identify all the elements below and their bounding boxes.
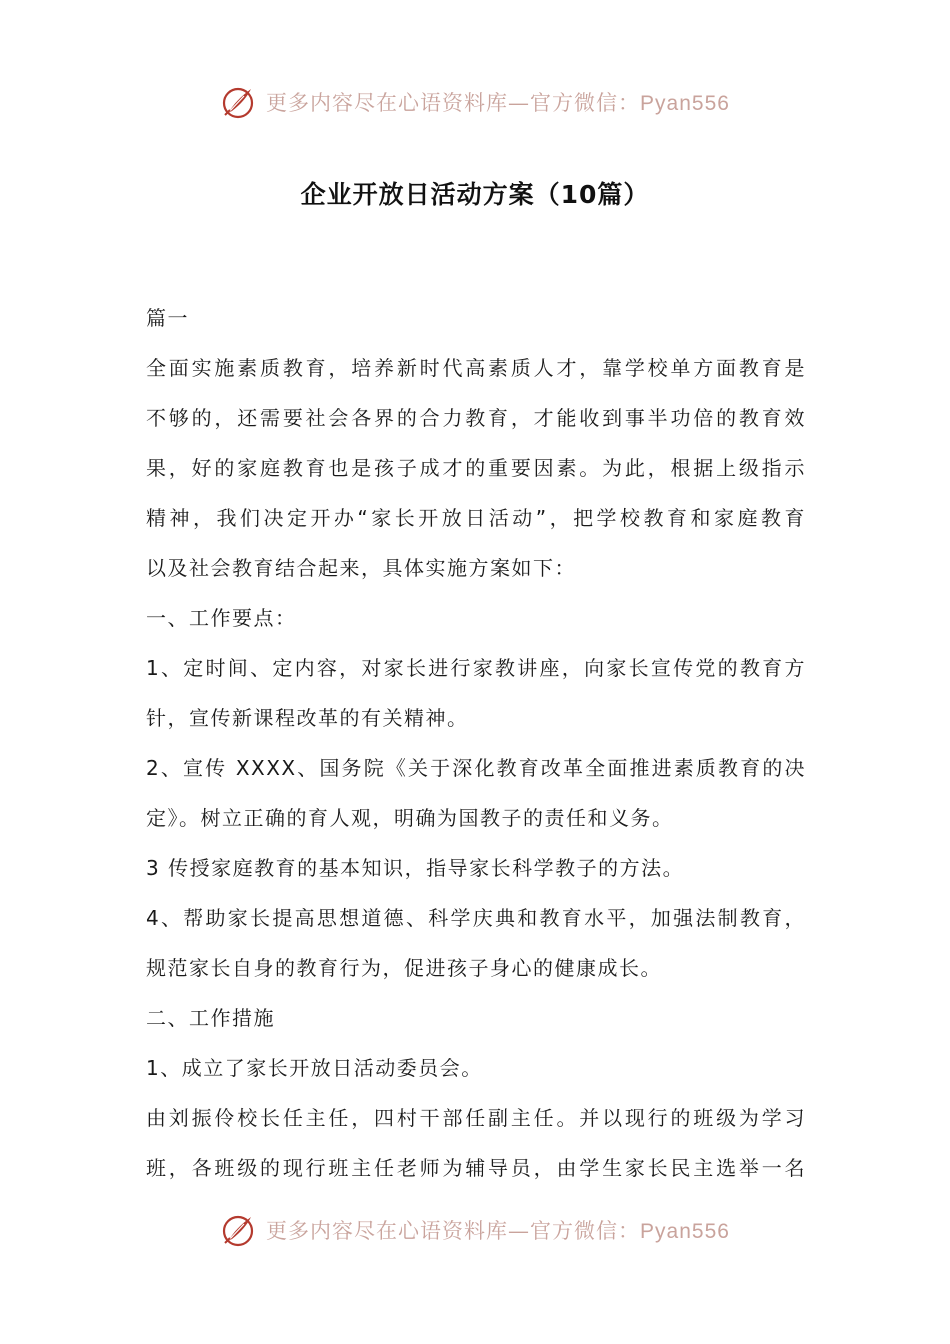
paragraph-line: 3 传授家庭教育的基本知识，指导家长科学教子的方法。 <box>146 856 685 880</box>
paragraph-line: 全面实施素质教育，培养新时代高素质人才，靠学校单方面教育是 <box>146 356 806 380</box>
paragraph-line: 精神，我们决定开办“家长开放日活动”，把学校教育和家庭教育 <box>146 506 806 530</box>
paragraph-line: 班，各班级的现行班主任老师为辅导员，由学生家长民主选举一名 <box>146 1156 806 1180</box>
document-body <box>146 293 806 1193</box>
paragraph-line: 规范家长自身的教育行为，促进孩子身心的健康成长。 <box>146 956 662 980</box>
paragraph-line: 1、成立了家长开放日活动委员会。 <box>146 1056 483 1080</box>
watermark-wechat-id: Pyan556 <box>640 1220 730 1243</box>
header-watermark <box>0 80 950 124</box>
paragraph-line: 4、帮助家长提高思想道德、科学庆典和教育水平，加强法制教育， <box>146 906 806 930</box>
section-heading: 一、工作要点： <box>146 606 297 630</box>
paragraph-line: 不够的，还需要社会各界的合力教育，才能收到事半功倍的教育效 <box>146 406 806 430</box>
quill-logo-icon <box>220 84 256 120</box>
document-title: 企业开放日活动方案（10篇） <box>300 180 650 209</box>
paragraph-line: 以及社会教育结合起来，具体实施方案如下： <box>146 556 576 580</box>
section-heading: 二、工作措施 <box>146 1006 275 1030</box>
paragraph-line: 针，宣传新课程改革的有关精神。 <box>146 706 469 730</box>
paragraph-line: 2、宣传 XXXX、国务院《关于深化教育改革全面推进素质教育的决 <box>146 756 806 780</box>
watermark-wechat-id: Pyan556 <box>640 92 730 115</box>
quill-logo-icon <box>220 1212 256 1248</box>
paragraph-line: 果，好的家庭教育也是孩子成才的重要因素。为此，根据上级指示 <box>146 456 806 480</box>
paragraph-line: 1、定时间、定内容，对家长进行家教讲座，向家长宣传党的教育方 <box>146 656 806 680</box>
watermark-text: 更多内容尽在心语资料库—官方微信： <box>266 91 641 115</box>
section-heading: 篇一 <box>146 306 189 330</box>
footer-watermark <box>0 1208 950 1252</box>
paragraph-line: 定》。树立正确的育人观，明确为国教子的责任和义务。 <box>146 806 674 830</box>
watermark-text: 更多内容尽在心语资料库—官方微信： <box>266 1219 641 1243</box>
paragraph-line: 由刘振伶校长任主任，四村干部任副主任。并以现行的班级为学习 <box>146 1106 806 1130</box>
